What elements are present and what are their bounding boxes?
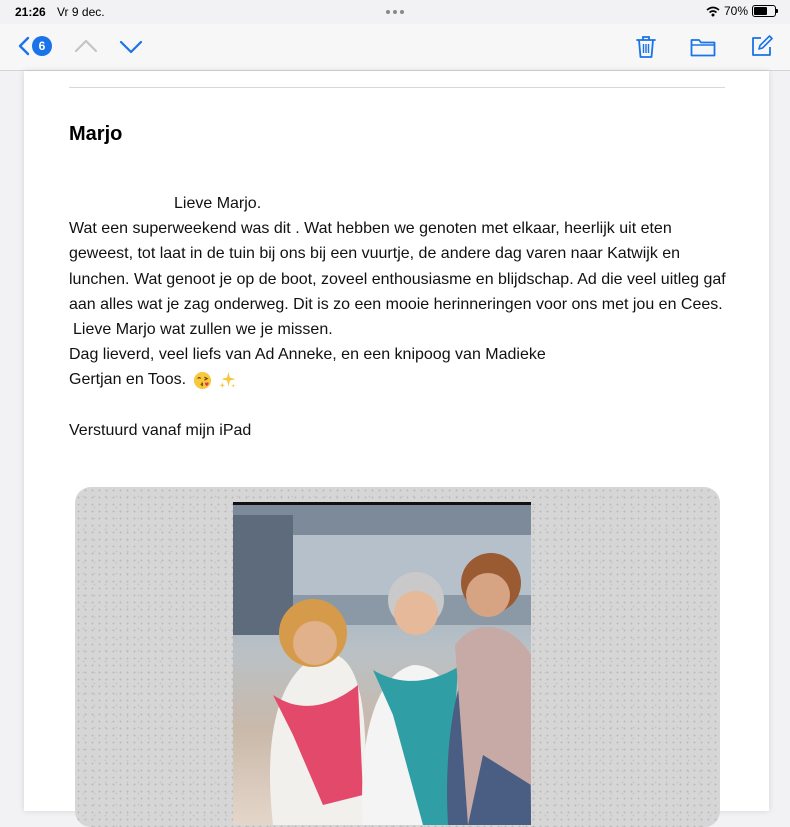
message-body [69, 191, 734, 443]
status-time: 21:26 [15, 5, 46, 19]
photo-illustration [233, 505, 531, 825]
unread-count-badge: 6 [32, 36, 52, 56]
chevron-up-icon [74, 38, 98, 54]
header-divider [69, 87, 725, 88]
attached-photo[interactable] [233, 502, 531, 825]
compose-button[interactable] [751, 35, 773, 62]
trash-button[interactable] [636, 35, 656, 64]
sparkles-emoji [218, 371, 237, 390]
compose-icon [751, 35, 773, 57]
trash-icon [636, 35, 656, 59]
chevron-down-icon [119, 39, 143, 55]
folder-icon [690, 37, 716, 57]
status-bar [0, 0, 790, 24]
farewell-line: Dag lieverd, veel liefs van Ad Anneke, en een knipoog van Madieke [69, 346, 546, 364]
battery-icon [752, 5, 776, 17]
status-right [706, 4, 776, 18]
body-paragraph: Wat een superweekend was dit . Wat hebben we genoten met elkaar, heerlijk uit eten geweest, tot laat in de tuin bij ons bij een vuurtje, de andere dag varen naar Katwijk en lunchen. Wat genoot je op de boot, zoveel enthousiasme en blijdschap. Ad die veel uitleg gaf aan alles wat je zag onderweg. Dit is zo een mooie herinneringen voor ons met jou en Cees. [69, 220, 726, 313]
names-line [69, 367, 734, 392]
wifi-icon [706, 6, 720, 17]
mail-toolbar [0, 24, 790, 71]
photo-card [75, 487, 720, 827]
names-text: Gertjan en Toos. [69, 371, 187, 389]
chevron-left-icon [18, 36, 30, 56]
battery-percent: 70% [723, 4, 748, 18]
kiss-face-emoji [193, 371, 212, 390]
move-to-folder-button[interactable] [690, 37, 716, 62]
greeting-line: Lieve Marjo. [174, 195, 262, 212]
message-view [24, 71, 769, 811]
status-date: Vr 9 dec. [57, 5, 105, 19]
previous-message-button[interactable] [74, 38, 98, 59]
multitasking-dots-icon[interactable] [386, 10, 404, 14]
missen-line: Lieve Marjo wat zullen we je missen. [73, 321, 333, 339]
back-button[interactable] [18, 36, 52, 56]
next-message-button[interactable] [119, 39, 143, 60]
signature-line: Verstuurd vanaf mijn iPad [69, 421, 252, 439]
message-subject: Marjo [69, 123, 123, 145]
